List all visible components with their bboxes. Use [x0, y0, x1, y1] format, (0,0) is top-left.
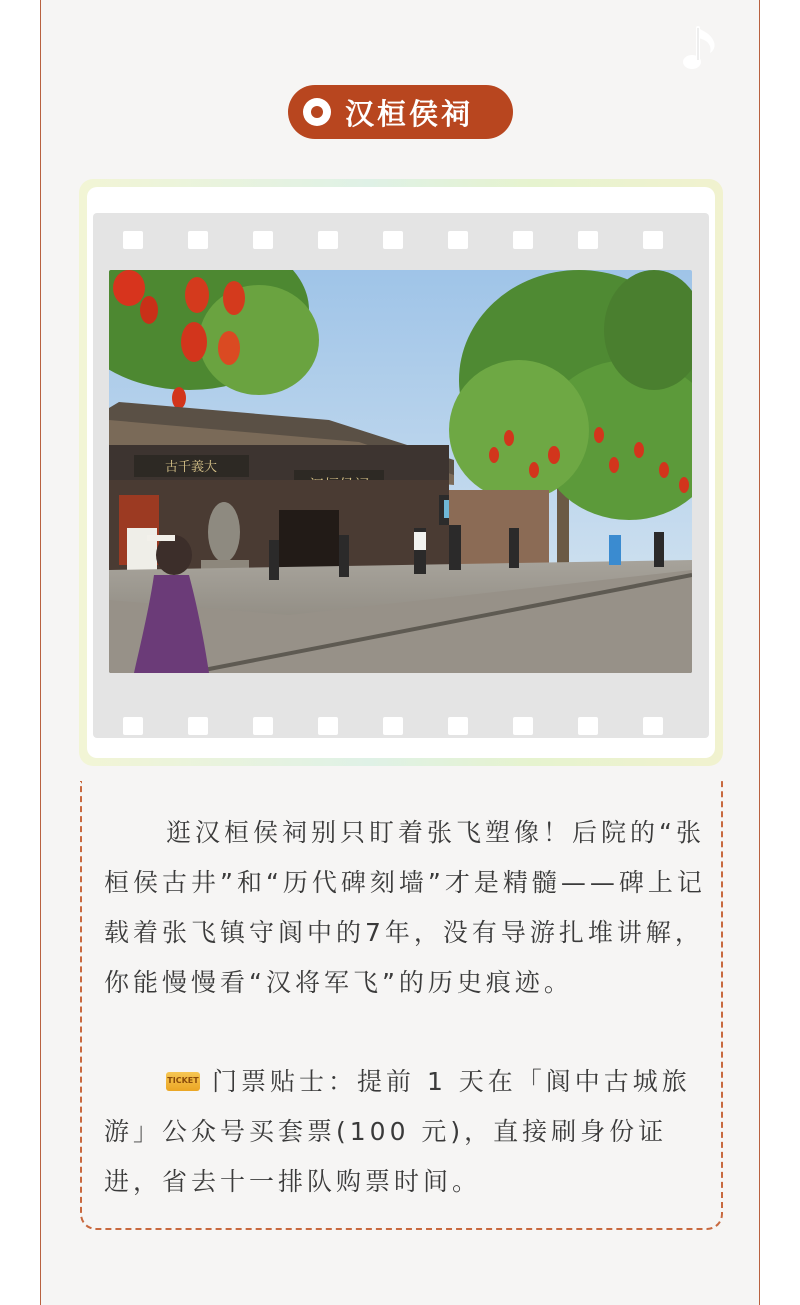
ticket-tip-paragraph: [104, 1057, 708, 1207]
sprocket-hole: [188, 717, 208, 735]
sprocket-hole: [448, 717, 468, 735]
sprocket-hole: [123, 231, 143, 249]
article-text-box: [80, 781, 723, 1230]
signboard-left-text: 古千義大: [164, 460, 218, 475]
sprocket-hole: [578, 717, 598, 735]
sprocket-hole: [318, 231, 338, 249]
music-note-icon: [681, 20, 723, 78]
ticket-icon: TICKET: [166, 1072, 200, 1091]
sprocket-hole: [383, 717, 403, 735]
section-title-badge: [288, 85, 513, 139]
ticket-tip-text: 门票贴士：提前 1 天在「阆中古城旅游」公众号买套票(100 元)，直接刷身份证进，省去十一排队购票时间。: [104, 1067, 691, 1196]
sprocket-hole: [253, 231, 273, 249]
article-paragraph-1: 逛汉桓侯祠别只盯着张飞塑像！后院的“张桓侯古井”和“历代碑刻墙”才是精髓——碑上记载着张飞镇守阆中的7年，没有导游扎堆讲解，你能慢慢看“汉将军飞”的历史痕迹。: [104, 818, 706, 997]
sprocket-hole: [318, 717, 338, 735]
temple-photo-illustration: [109, 270, 692, 673]
sprocket-hole: [448, 231, 468, 249]
sprocket-hole: [513, 717, 533, 735]
film-frame: [79, 179, 723, 766]
sprocket-hole: [188, 231, 208, 249]
sprocket-hole: [643, 717, 663, 735]
article-page: [40, 0, 760, 1305]
temple-photo: [109, 270, 692, 673]
music-toggle-button[interactable]: [681, 20, 723, 78]
ring-icon: [303, 98, 331, 126]
sprocket-hole: [383, 231, 403, 249]
sprocket-hole: [253, 717, 273, 735]
section-title: 汉桓侯祠: [345, 96, 474, 131]
sprocket-hole: [643, 231, 663, 249]
sprocket-hole: [513, 231, 533, 249]
sprocket-hole: [578, 231, 598, 249]
sprocket-hole: [123, 717, 143, 735]
sprocket-row-top: [93, 231, 709, 253]
sprocket-row-bottom: [93, 717, 709, 739]
